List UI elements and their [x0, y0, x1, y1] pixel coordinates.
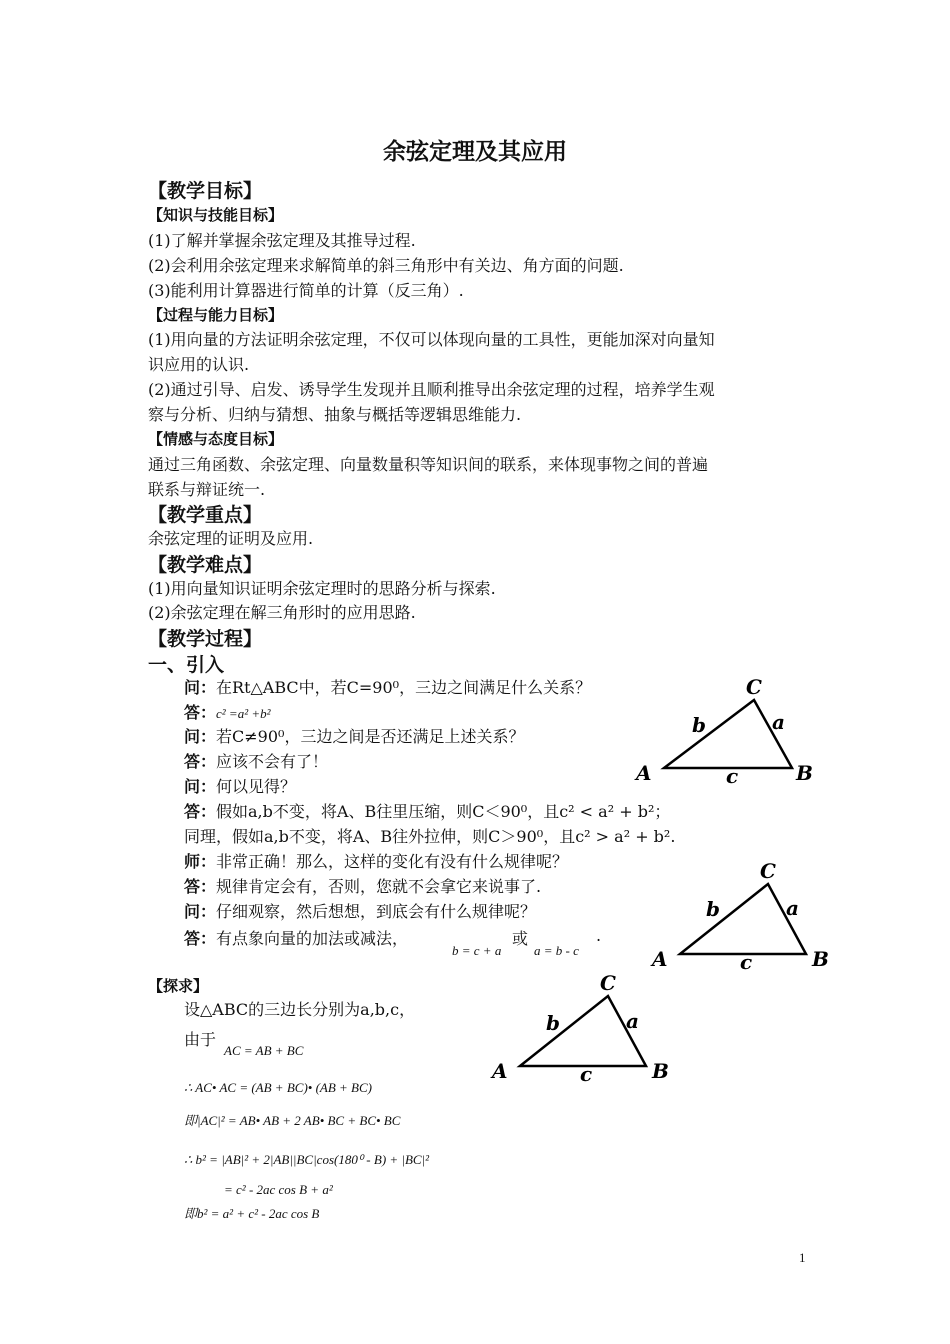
heading-intro: 一、引入 [148, 654, 225, 676]
label-A: A [492, 1059, 508, 1083]
heading-goals: 【教学目标】 [148, 180, 263, 202]
knowledge-item-1: (1)了解并掌握余弦定理及其推导过程. [148, 231, 416, 250]
equation-6: 即b² = a² + c² - 2ac cos B [184, 1206, 320, 1221]
label-a: a [772, 710, 785, 734]
knowledge-item-2: (2)会利用余弦定理来求解简单的斜三角形中有关边、角方面的问题. [148, 256, 624, 275]
knowledge-item-3: (3)能利用计算器进行简单的计算（反三角）. [148, 281, 464, 300]
dialogue-a5: 答：有点象向量的加法或减法， [184, 929, 409, 948]
process-item-1b: 识应用的认识. [148, 355, 250, 374]
label-A: A [652, 947, 668, 971]
vector-formula-2: a = b - c [534, 943, 579, 958]
dialogue-q3: 问：何以见得？ [184, 777, 297, 796]
heading-difficulty: 【教学难点】 [148, 554, 263, 576]
vector-or: 或 [512, 929, 529, 948]
dialogue-a3-cont: 同理，假如a,b不变，将A、B往外拉伸，则C＞90⁰，且c² > a² + b². [184, 827, 676, 846]
heading-process: 【过程与能力目标】 [148, 306, 284, 324]
dialogue-q4: 问：仔细观察，然后想想，到底会有什么规律呢？ [184, 902, 537, 921]
label-c: c [580, 1062, 593, 1086]
triangle-diagram-2 [648, 858, 838, 978]
difficulty-item-1: (1)用向量知识证明余弦定理时的思路分析与探索. [148, 579, 496, 598]
label-C: C [746, 675, 762, 699]
heading-key-point: 【教学重点】 [148, 504, 263, 526]
heading-emotion: 【情感与态度目标】 [148, 430, 284, 448]
heading-explore: 【探求】 [148, 977, 209, 995]
vector-formula-1: b = c + a [452, 943, 502, 958]
emotion-text-a: 通过三角函数、余弦定理、向量数量积等知识间的联系，来体现事物之间的普遍 [148, 455, 709, 474]
dialogue-q2: 问：若C≠90⁰，三边之间是否还满足上述关系？ [184, 727, 525, 746]
equation-2: ∴ AC• AC = (AB + BC)• (AB + BC) [184, 1080, 372, 1095]
label-b: b [706, 897, 720, 921]
label-B: B [796, 761, 813, 785]
dialogue-a1: 答：c² =a² +b² [184, 703, 271, 722]
key-point-text: 余弦定理的证明及应用. [148, 529, 314, 548]
process-item-2b: 察与分析、归纳与猜想、抽象与概括等逻辑思维能力. [148, 405, 522, 424]
process-item-1a: (1)用向量的方法证明余弦定理，不仅可以体现向量的工具性，更能加深对向量知 [148, 330, 715, 349]
equation-4: ∴ b² = |AB|² + 2|AB||BC|cos(180⁰ - B) + |BC|² [184, 1152, 430, 1167]
label-B: B [652, 1059, 669, 1083]
page-number: 1 [799, 1250, 806, 1265]
process-item-2a: (2)通过引导、启发、诱导学生发现并且顺利推导出余弦定理的过程，培养学生观 [148, 380, 715, 399]
dialogue-q1: 问：在Rt△ABC中，若C=90⁰，三边之间满足什么关系？ [184, 678, 592, 697]
label-C: C [760, 859, 776, 883]
dialogue-t1: 师：非常正确！那么，这样的变化有没有什么规律呢？ [184, 852, 569, 871]
dialogue-a3: 答：假如a,b不变，将A、B往里压缩，则C＜90⁰，且c² < a² + b²； [184, 802, 671, 821]
heading-procedure: 【教学过程】 [148, 628, 263, 650]
difficulty-item-2: (2)余弦定理在解三角形时的应用思路. [148, 603, 416, 622]
label-a: a [626, 1009, 639, 1033]
equation-5: = c² - 2ac cos B + a² [224, 1182, 333, 1197]
label-c: c [740, 950, 753, 974]
explore-line-1: 设△ABC的三边长分别为a,b,c， [184, 1000, 416, 1019]
label-c: c [726, 764, 739, 788]
triangle-diagram-3 [490, 970, 680, 1090]
label-C: C [600, 971, 616, 995]
dialogue-a4: 答：规律肯定会有，否则，您就不会拿它来说事了. [184, 877, 542, 896]
equation-1: AC = AB + BC [224, 1043, 304, 1058]
heading-knowledge: 【知识与技能目标】 [148, 206, 284, 224]
explore-line-2: 由于 [184, 1030, 217, 1049]
dialogue-a2: 答：应该不会有了！ [184, 752, 329, 771]
equation-3: 即|AC|² = AB• AB + 2 AB• BC + BC• BC [184, 1113, 401, 1128]
triangle-diagram-1 [630, 670, 830, 790]
label-A: A [636, 761, 652, 785]
vector-end: . [596, 926, 602, 945]
label-a: a [786, 896, 799, 920]
label-b: b [546, 1011, 560, 1035]
label-B: B [812, 947, 829, 971]
label-b: b [692, 713, 706, 737]
page-title: 余弦定理及其应用 [383, 139, 567, 165]
emotion-text-b: 联系与辩证统一. [148, 480, 266, 499]
